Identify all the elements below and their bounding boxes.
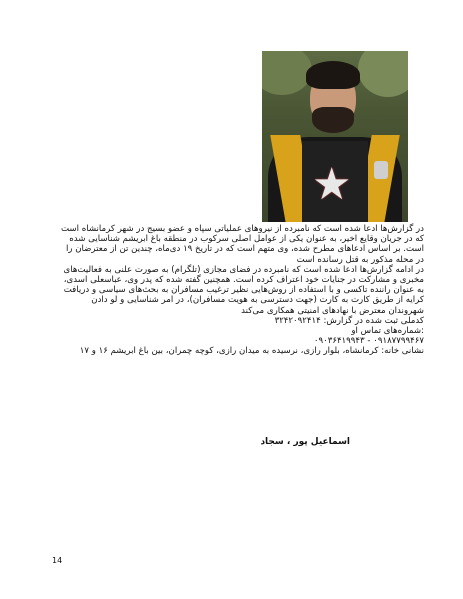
body-line: که در جریان وقایع اخیر، به عنوان یکی از عوامل اصلی سرکوب در منطقه باغ ابریشم شناسایی شده: [69, 234, 424, 245]
body-line: شهروندان معترض با نهادهای امنیتی همکاری می‌کند: [241, 305, 424, 316]
body-line: در گزارش‌ها ادعا شده است که نامبرده از نیروهای عملیاتی سپاه و عضو بسیج در شهر کرمانشاه است: [60, 224, 424, 234]
body-line: کرایه از طریق کارت به کارت (جهت دسترسی به هویت مسافران)، در امر شناسایی و لو دادن: [91, 295, 424, 306]
hair-shape: [306, 61, 360, 89]
body-line: در ادامه گزارش‌ها ادعا شده است که نامبرده در فضای مجازی (تلگرام) به صورت علنی به فعالیت‌های: [63, 264, 424, 275]
person-photo: [262, 51, 408, 222]
badge-icon: [374, 161, 388, 179]
author-name: اسماعیل پور ، سجاد: [260, 437, 350, 447]
report-body: [52, 224, 424, 357]
body-line: به عنوان راننده تاکسی و با استفاده از روش‌هایی نظیر ترغیب مسافران به بحث‌های سیاسی و دریافت: [63, 285, 424, 296]
foliage-shape: [262, 51, 312, 95]
home-address-line: نشانی خانه: کرمانشاه، بلوار رازی، نرسیده به میدان رازی، کوچه چمران، بین باغ ابریشم ۱۶ و ۱۷: [79, 346, 424, 357]
phone-numbers: ۰۹۱۸۷۷۹۹۴۶۷ - ۰۹۰۳۶۴۱۹۹۴۳: [313, 336, 424, 347]
phone-heading: :شماره‌های تماس او: [351, 326, 424, 337]
body-line: است. بر اساس ادعاهای مطرح شده، وی متهم است که در تاریخ ۱۹ دی‌ماه، چندین تن از معترضان را: [65, 244, 424, 255]
body-line: مخبری و مشارکت در جنایات خود اعتراف کرده است. همچنین گفته شده که پدر وی، عباسعلی اسدی،: [63, 275, 424, 286]
body-line: در محله مذکور به قتل رسانده است: [296, 254, 424, 265]
national-id-line: کدملی ثبت شده در گزارش: ۳۲۴۲۰۹۲۴۱۴: [274, 315, 424, 326]
page-number: 14: [52, 556, 63, 565]
beard-shape: [312, 107, 354, 133]
foliage-shape: [358, 51, 408, 97]
star-print-icon: ★: [312, 159, 352, 210]
